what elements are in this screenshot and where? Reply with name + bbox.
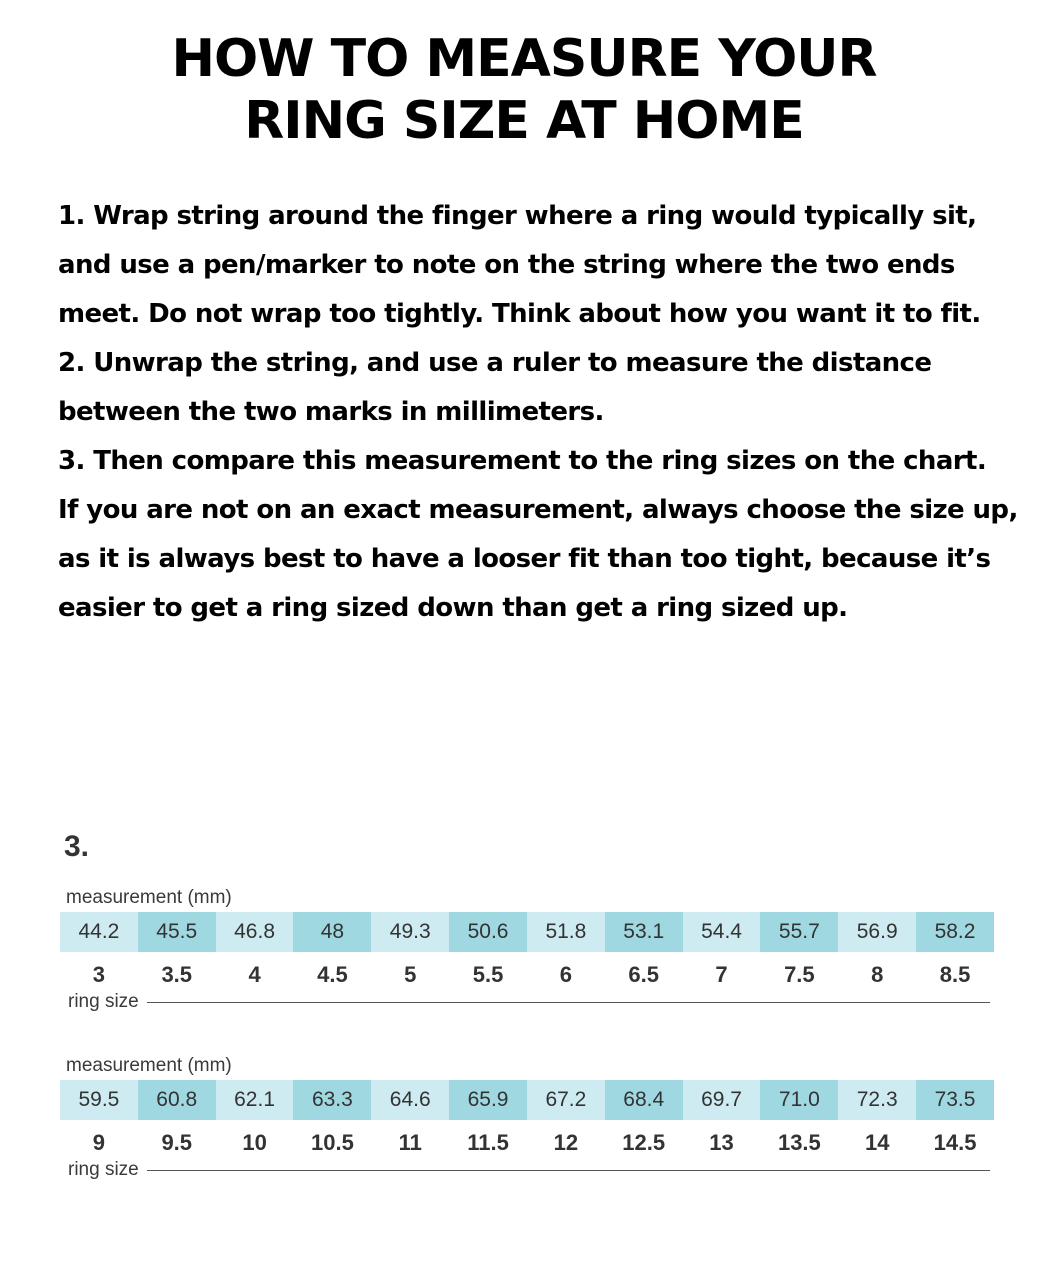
instruction-step-3: 3. Then compare this measurement to the ring sizes on the chart.: [58, 446, 987, 476]
ring-size-cell: 4: [248, 962, 261, 987]
ring-size-cell: 12: [553, 1130, 579, 1155]
measurement-cell: 56.9: [838, 912, 916, 952]
ring-size-row: [60, 1120, 994, 1166]
divider: [147, 1002, 990, 1003]
ring-size-cell: 14: [864, 1130, 890, 1155]
title-line-2: RING SIZE AT HOME: [244, 91, 804, 151]
chart-step-number: 3.: [64, 830, 90, 863]
ring-size-cell: 9.5: [161, 1130, 193, 1155]
instruction-note: If you are not on an exact measurement, always choose the size up, as it is always best to have a looser fit than too tight, because it’s easier to get a ring sized down than get a ring sized up.: [58, 495, 1018, 623]
ring-size-cell: 5.5: [472, 962, 504, 987]
measurement-cell: 54.4: [683, 912, 761, 952]
ring-size-cell: 12.5: [622, 1130, 666, 1155]
ring-size-cell: 9: [92, 1130, 106, 1155]
instruction-step-2: 2. Unwrap the string, and use a ruler to measure the distance between the two marks in millimeters.: [58, 348, 932, 427]
ring-size-cell: 4.5: [317, 962, 348, 987]
ring-size-row: [60, 952, 994, 998]
ring-size-cell: 6: [559, 962, 572, 987]
measurement-cell: 69.7: [683, 1080, 761, 1120]
measurement-cell: 59.5: [60, 1080, 138, 1120]
ring-size-cell: 10: [242, 1130, 267, 1155]
ring-size-cell: 8: [871, 962, 884, 987]
size-table-1: [60, 884, 994, 1014]
ring-size-label: ring size: [68, 991, 139, 1012]
ring-size-cell: 11.5: [467, 1130, 509, 1155]
ring-size-cell: 7.5: [784, 962, 815, 987]
measurement-cell: 53.1: [605, 912, 683, 952]
measurement-row: [60, 1080, 994, 1120]
ring-size-cell: 13.5: [777, 1130, 821, 1155]
measurement-cell: 49.3: [371, 912, 449, 952]
page-title: [0, 28, 1048, 152]
measurement-cell: 55.7: [760, 912, 838, 952]
ring-size-cell: 8.5: [939, 962, 971, 987]
measurement-cell: 46.8: [216, 912, 294, 952]
measurement-cell: 45.5: [138, 912, 216, 952]
ring-size-cell: 5: [404, 962, 417, 987]
measurement-cell: 71.0: [760, 1080, 838, 1120]
instruction-step-1: 1. Wrap string around the finger where a ring would typically sit, and use a pen/marker to note on the string where the two ends meet. Do not wrap too tightly. Think about how you want it to fit.: [58, 201, 981, 329]
divider: [147, 1170, 990, 1171]
measurement-row: [60, 912, 994, 952]
measurement-cell: 51.8: [527, 912, 605, 952]
ring-size-label: ring size: [68, 1159, 139, 1180]
ring-size-cell: 14.5: [933, 1130, 977, 1155]
measurement-cell: 58.2: [916, 912, 994, 952]
ring-size-cell: 6.5: [628, 962, 659, 987]
measurement-cell: 68.4: [605, 1080, 683, 1120]
ring-size-cell: 13: [709, 1130, 734, 1155]
measurement-cell: 48: [293, 912, 371, 952]
measurement-label: measurement (mm): [66, 1055, 232, 1076]
ring-size-cell: 11: [398, 1130, 422, 1155]
ring-size-cell: 3: [92, 962, 106, 987]
size-table-2: [60, 1052, 994, 1182]
measurement-cell: 63.3: [293, 1080, 371, 1120]
measurement-cell: 73.5: [916, 1080, 994, 1120]
ring-size-cell: 3.5: [161, 962, 193, 987]
measurement-cell: 50.6: [449, 912, 527, 952]
measurement-cell: 67.2: [527, 1080, 605, 1120]
ring-size-cell: 10.5: [310, 1130, 354, 1155]
measurement-cell: 44.2: [60, 912, 138, 952]
instructions: [58, 192, 1018, 633]
measurement-cell: 64.6: [371, 1080, 449, 1120]
measurement-label: measurement (mm): [66, 887, 232, 908]
ring-size-cell: 7: [715, 962, 728, 987]
measurement-cell: 60.8: [138, 1080, 216, 1120]
measurement-cell: 65.9: [449, 1080, 527, 1120]
title-line-1: HOW TO MEASURE YOUR: [171, 29, 877, 89]
measurement-cell: 72.3: [838, 1080, 916, 1120]
measurement-cell: 62.1: [216, 1080, 294, 1120]
